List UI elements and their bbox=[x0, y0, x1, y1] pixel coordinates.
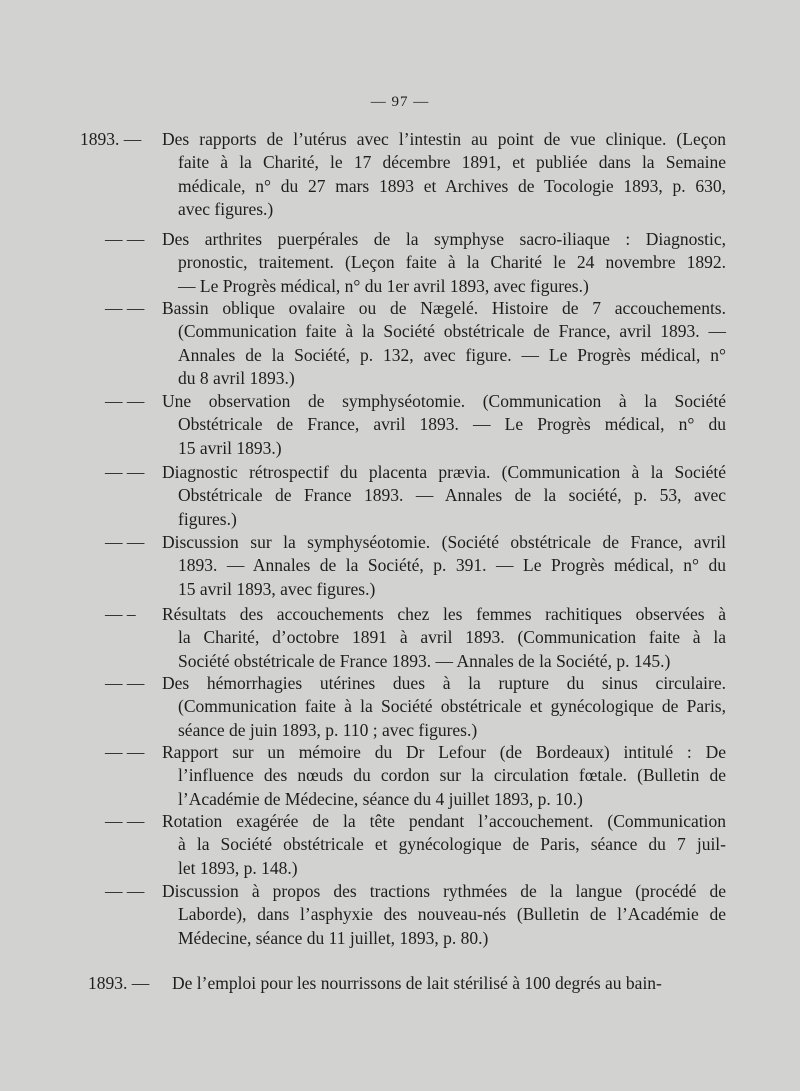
entry-line: Discussion à propos des tractions rythmées de la langue (procédé de bbox=[162, 881, 726, 901]
entry-line: 15 avril 1893.) bbox=[178, 437, 282, 458]
entry-line: Résultats des accouchements chez les femmes rachitiques observées à bbox=[162, 604, 726, 624]
entry-text bbox=[162, 880, 726, 950]
entry-line: Des arthrites puerpérales de la symphyse sacro-iliaque : Diagnostic, bbox=[162, 229, 726, 249]
entry-line: Rotation exagérée de la tête pendant l’accouchement. (Communication bbox=[162, 811, 726, 831]
entry-text bbox=[172, 972, 726, 995]
entry-line: Laborde), dans l’asphyxie des nouveau-nés (Bulletin de l’Académie de bbox=[178, 904, 726, 925]
entry-line: à la Société obstétricale et gynécologique de Paris, séance du 7 juil- bbox=[178, 834, 726, 855]
entry-line: médicale, n° du 27 mars 1893 et Archives de Tocologie 1893, p. 630, bbox=[178, 175, 726, 196]
entry-line: Des rapports de l’utérus avec l’intestin au point de vue clinique. (Leçon bbox=[162, 129, 726, 149]
entry-year-marker: — — bbox=[105, 391, 145, 411]
entry-year-marker: — — bbox=[105, 229, 145, 249]
entry-line: pronostic, traitement. (Leçon faite à la Charité le 24 novembre 1892. bbox=[178, 252, 726, 273]
entry-line: — Le Progrès médical, n° du 1er avril 1893, avec figures.) bbox=[178, 275, 589, 296]
entry-line: 1893. — Annales de la Société, p. 391. — Le Progrès médical, n° du bbox=[178, 555, 726, 576]
entry-line: l’Académie de Médecine, séance du 4 juillet 1893, p. 10.) bbox=[178, 788, 583, 809]
entry-line: Annales de la Société, p. 132, avec figure. — Le Progrès médical, n° bbox=[178, 344, 726, 365]
entry-year-marker: — — bbox=[105, 742, 145, 762]
entry-line: 15 avril 1893, avec figures.) bbox=[178, 578, 376, 599]
entry-text bbox=[162, 128, 726, 221]
entry-text bbox=[162, 741, 726, 811]
entry-text bbox=[162, 297, 726, 390]
page-number: — 97 — bbox=[370, 94, 430, 110]
entry-line: la Charité, d’octobre 1891 à avril 1893. (Communication faite à la bbox=[178, 627, 726, 648]
entry-line: (Communication faite à la Société obstétricale et gynécologique de Paris, bbox=[178, 696, 726, 717]
entry-line: let 1893, p. 148.) bbox=[178, 857, 298, 878]
entry-line: l’influence des nœuds du cordon sur la circulation fœtale. (Bulletin de bbox=[178, 765, 726, 786]
entry-line: avec figures.) bbox=[178, 198, 274, 219]
entry-line: Discussion sur la symphyséotomie. (Société obstétricale de France, avril bbox=[162, 532, 726, 552]
entry-line: Obstétricale de France, avril 1893. — Le Progrès médical, n° du bbox=[178, 414, 726, 435]
entry-line: Des hémorrhagies utérines dues à la rupture du sinus circulaire. bbox=[162, 673, 726, 693]
entry-line: De l’emploi pour les nourrissons de lait stérilisé à 100 degrés au bain- bbox=[172, 973, 662, 993]
entry-line: Rapport sur un mémoire du Dr Lefour (de Bordeaux) intitulé : De bbox=[162, 742, 726, 762]
entry-line: figures.) bbox=[178, 508, 237, 529]
entry-line: séance de juin 1893, p. 110 ; avec figures.) bbox=[178, 719, 478, 740]
entry-line: faite à la Charité, le 17 décembre 1891, et publiée dans la Semaine bbox=[178, 152, 726, 173]
entry-line: Bassin oblique ovalaire ou de Nægelé. Histoire de 7 accouchements. bbox=[162, 298, 726, 318]
entry-text bbox=[162, 390, 726, 460]
entry-year-marker: — — bbox=[105, 532, 145, 552]
entry-year-marker: — — bbox=[105, 881, 145, 901]
entry-line: Médecine, séance du 11 juillet, 1893, p. 80.) bbox=[178, 927, 489, 948]
entry-year-marker: — — bbox=[105, 673, 145, 693]
entry-text bbox=[162, 603, 726, 673]
entry-line: Diagnostic rétrospectif du placenta prævia. (Communication à la Société bbox=[162, 462, 726, 482]
entry-line: Une observation de symphyséotomie. (Communication à la Société bbox=[162, 391, 726, 411]
entry-text bbox=[162, 672, 726, 742]
entry-year-marker: — — bbox=[105, 462, 145, 482]
entry-text bbox=[162, 810, 726, 880]
entry-text bbox=[162, 461, 726, 531]
entry-year-marker: 1893. — bbox=[80, 129, 142, 149]
entry-year-marker: 1893. — bbox=[88, 973, 150, 993]
entry-line: (Communication faite à la Société obstétricale de France, avril 1893. — bbox=[178, 321, 726, 342]
entry-text bbox=[162, 531, 726, 601]
entry-line: du 8 avril 1893.) bbox=[178, 367, 295, 388]
entry-year-marker: — – bbox=[105, 604, 136, 624]
entry-line: Société obstétricale de France 1893. — Annales de la Société, p. 145.) bbox=[178, 650, 671, 671]
entry-year-marker: — — bbox=[105, 811, 145, 831]
entry-year-marker: — — bbox=[105, 298, 145, 318]
entry-text bbox=[162, 228, 726, 298]
entry-line: Obstétricale de France 1893. — Annales de la société, p. 53, avec bbox=[178, 485, 726, 506]
